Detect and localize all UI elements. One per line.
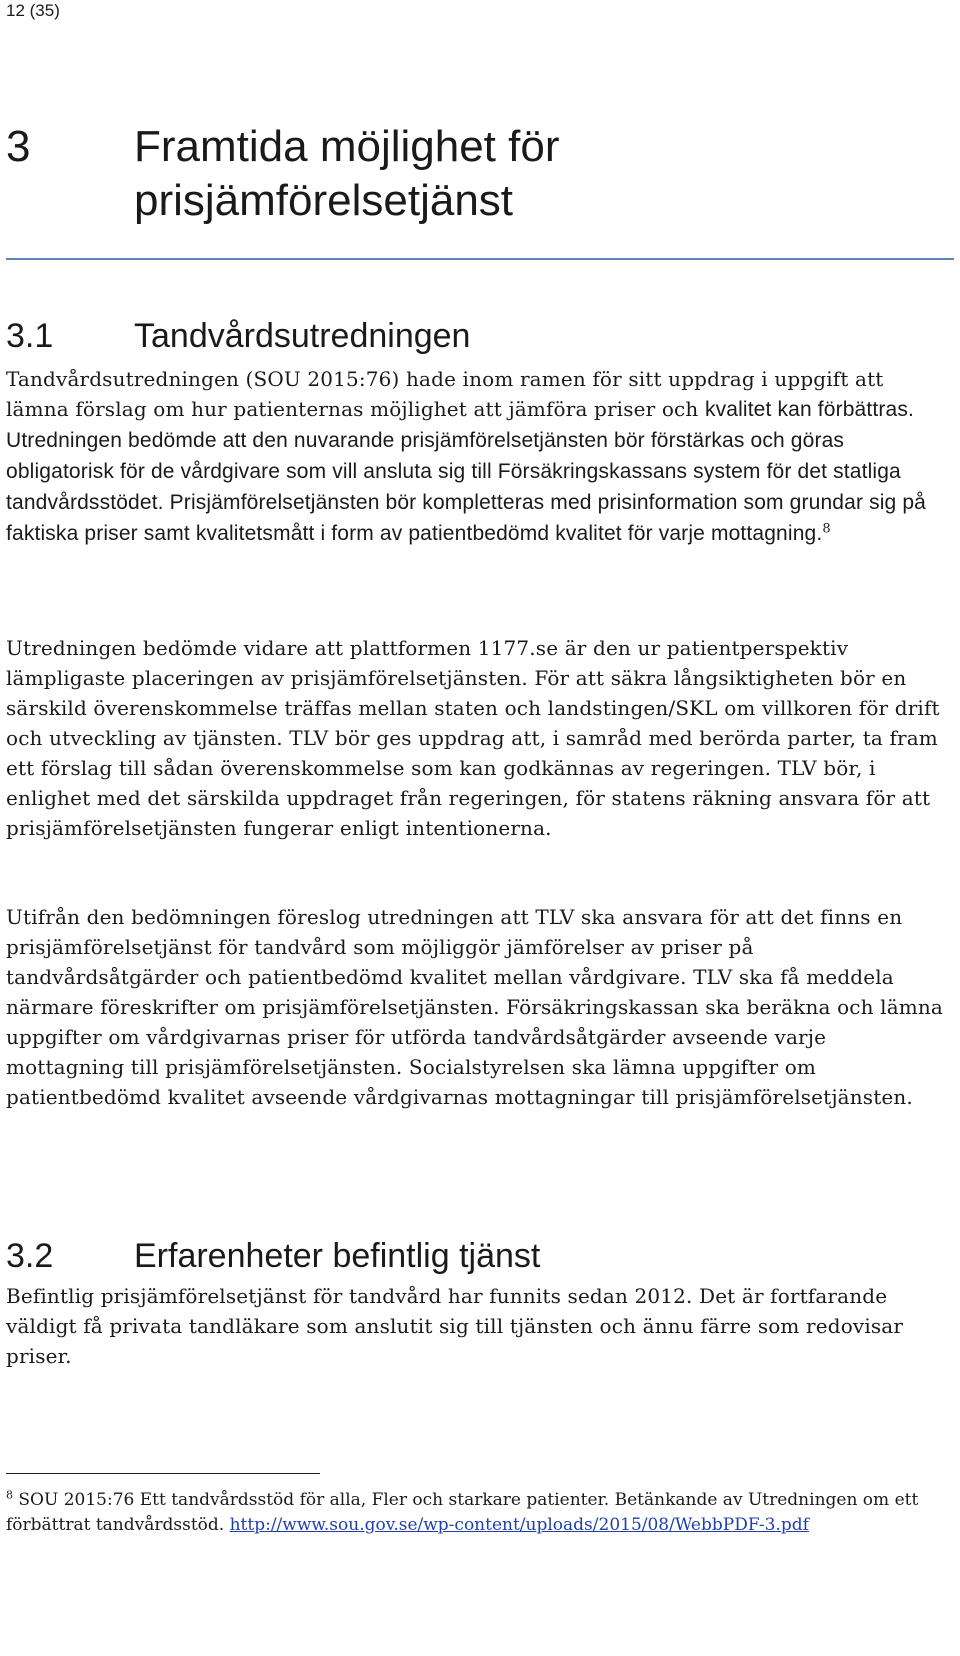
footnote bbox=[6, 1488, 950, 1538]
chapter-number: 3 bbox=[6, 122, 31, 171]
section-title: Erfarenheter befintlig tjänst bbox=[134, 1237, 541, 1275]
paragraph-3-1-1 bbox=[6, 364, 950, 549]
paragraph-3-1-2: Utredningen bedömde vidare att plattformen 1177.se är den ur patientperspektiv lämpligaste placeringen av prisjämförelsetjänsten. För att säkra långsiktigheten bör en särskild överenskommelse träffas mellan staten och landstingen/SKL om villkoren för drift och utveckling av tjänsten. TLV bör ges uppdrag att, i samråd med berörda parter, ta fram ett förslag till sådan överenskommelse som kan godkännas av regeringen. TLV bör, i enlighet med det särskilda uppdraget från regeringen, för statens räkning ansvara för att prisjämförelsetjänsten fungerar enligt intentionerna. bbox=[6, 636, 940, 840]
footnote-marker: 8 bbox=[6, 1488, 13, 1502]
paragraph-text: Utredningen bedömde att den nuvarande prisjämförelsetjänsten bör förstärkas och göras obligatorisk för de vårdgivare som vill ansluta sig till Försäkringskassans system för det statliga tandvårdsstödet. Prisjämförelsetjänsten bör kompletteras med prisinformation som grundar sig på faktiska priser samt kvalitetsmått i form av patientbedömd kvalitet för varje mottagning. bbox=[6, 429, 927, 545]
paragraph-3-1-3: Utifrån den bedömningen föreslog utredningen att TLV ska ansvara för att det finns en prisjämförelsetjänst för tandvård som möjliggör jämförelser av priser på tandvårdsåtgärder och patientbedömd kvalitet mellan vårdgivare. TLV ska få meddela närmare föreskrifter om prisjämförelsetjänsten. Försäkringskassan ska beräkna och lämna uppgifter om vårdgivarnas priser för utförda tandvårdsåtgärder avseende varje mottagning till prisjämförelsetjänsten. Socialstyrelsen ska lämna uppgifter om patientbedömd kvalitet avseende vårdgivarnas mottagningar till prisjämförelsetjänsten. bbox=[6, 905, 943, 1109]
section-number: 3.1 bbox=[6, 317, 54, 355]
paragraph-text: Tandvårdsutredningen (SOU 2015:76) hade inom ramen för sitt uppdrag i uppgift att lämna förslag om hur patienternas möjlighet att jämföra priser och bbox=[6, 367, 884, 421]
chapter-title: Framtida möjlighet för prisjämförelsetjänst bbox=[134, 122, 560, 225]
footnote-reference[interactable]: 8 bbox=[822, 521, 831, 537]
page-number: 12 (35) bbox=[6, 1, 60, 20]
heading-divider bbox=[6, 258, 954, 260]
footnote-text: SOU 2015:76 Ett tandvårdsstöd för alla, Fler och starkare patienter. Betänkande av Utredningen om ett förbättrat tandvårdsstöd. bbox=[6, 1490, 919, 1535]
footnote-divider bbox=[6, 1473, 320, 1474]
paragraph-3-2-1: Befintlig prisjämförelsetjänst för tandvård har funnits sedan 2012. Det är fortfarande väldigt få privata tandläkare som anslutit sig till tjänsten och ännu färre som redovisar priser. bbox=[6, 1284, 904, 1368]
footnote-link[interactable]: http://www.sou.gov.se/wp-content/uploads/2015/08/WebbPDF-3.pdf bbox=[229, 1515, 809, 1535]
section-title: Tandvårdsutredningen bbox=[134, 317, 471, 355]
section-number: 3.2 bbox=[6, 1237, 54, 1275]
paragraph-text: kvalitet kan förbättras. bbox=[704, 398, 914, 421]
